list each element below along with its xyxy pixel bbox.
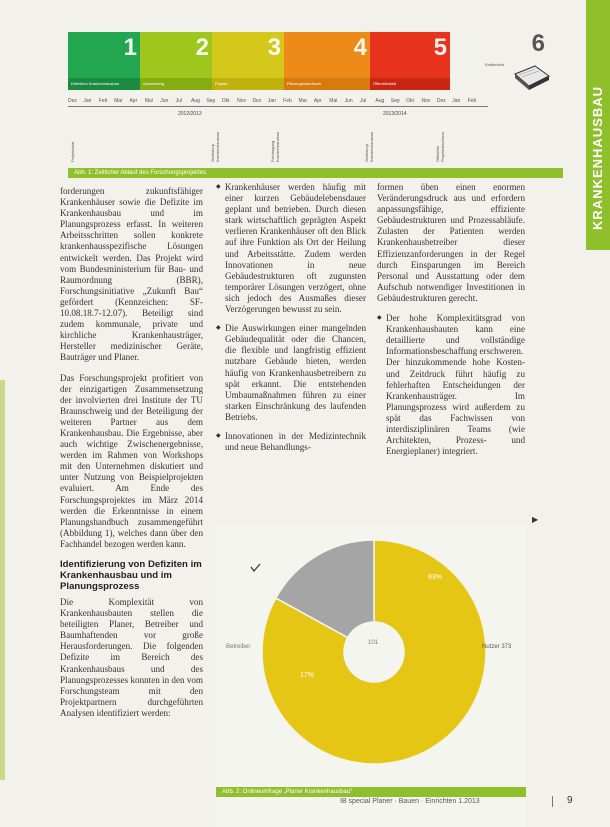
timeline-month: Nov [421, 98, 431, 104]
center-count: 101 [368, 640, 379, 646]
phase-2-label: Auswertung [140, 78, 212, 90]
timeline-month: Apr [313, 98, 322, 104]
phase-5-label: Öffentlichkeit [370, 78, 450, 90]
timeline-month: Jan [83, 98, 92, 104]
phase-6-label: Endbericht [485, 62, 505, 67]
paragraph: Das Forschungsprojekt profitiert von der einzigartigen Zusammensetzung der involvierten drei Institute der TU Braunschweig und der Beteiligung der weiteren Partner aus dem Krankenhausbau. Die Ergebnisse, aber auch wichtige Zwischenergebnisse, werden im Rahmen von Workshops mit den Unternehmen diskutiert und unter Nutzung von Beispielprojekten evaluiert. Am Ende des Forschungsprojektes im März 2014 werden die Erkenntnisse in einem Planungshandbuch zusammengeführt (Abbildung 1), welches dann über den Fachhandel bezogen werden kann. [60, 372, 203, 549]
phase-4 [284, 32, 370, 90]
year-label-2: 2013/2014 [383, 111, 407, 117]
timeline-month: Aug [190, 98, 200, 104]
timeline-month: Okt [406, 98, 414, 104]
phase-4-number: 4 [353, 34, 367, 61]
timeline-month: Mar [298, 98, 308, 104]
timeline-month: Mar [114, 98, 123, 104]
timeline-axis [68, 106, 488, 107]
section-tab [586, 0, 610, 250]
timeline-month: Jan [452, 98, 461, 104]
text-column-3 [377, 182, 525, 466]
paragraph: formen üben einen enormen Veränderungsdruck aus und erfordern anpassungsfähige, effiziente Gebäudestrukturen und Prozessabläufe. Zulasten der Patienten werden Krankenhausbetreiber dieser Effizienzanforderungen in der Regel durch Einsparungen im Bereich Personal und Ausstattung oder dem Aufschub notwendiger Investitionen in Gebäudestrukturen gerecht. [377, 182, 525, 303]
page-footer [340, 796, 580, 810]
donut-chart [216, 527, 526, 787]
phase-6 [483, 30, 553, 90]
timeline-month: Sep [206, 98, 216, 104]
timeline-month: Dez [68, 98, 77, 104]
bullet-item: ◆ Innovationen in der Medizintechnik und neue Behandlungs- [216, 431, 366, 453]
phase-1-label: Definition Krankenhausbau [68, 78, 140, 90]
timeline-month: Jan [267, 98, 276, 104]
percent-label-betreiber: 17% [300, 672, 315, 679]
phase-3 [212, 32, 284, 90]
timeline-figure [68, 18, 563, 168]
timeline-month: Dez [436, 98, 446, 104]
paragraph: Der hinzukommende hohe Kosten- und Zeitdruck führt häufig zu fehlerhaften Entscheidungen der Krankenhausträger. Im Planungsprozess wird außerdem zu spät das Fachwissen von interdisziplinären Teams (wie Architekten, Prozess- und Energieplaner) integriert. [386, 357, 525, 457]
timeline-month: Mai [144, 98, 153, 104]
paragraph: Die Komplexität von Krankenhausbauten stellen die beteiligten Planer, Betreiber und Baumhaftenden vor große Herausforderungen. Die folgenden Defizite im Bereich des Krankenhausbaus und des Planungsprozesses konnten in den vom Forschungsteam mit den Projektpartnern durchgeführten Analysen identifiziert werden: [60, 597, 203, 718]
timeline-month: Jun [344, 98, 353, 104]
bullet-item: ◆ Die Auswirkungen einer mangelnden Gebäudequalität oder die Chancen, die flexible und langfristig effizient nutzbare Gebäude bieten, werden häufig von Krankenhausbetreibern zu spät erkannt. Die entstehenden Umbaumaßnahmen führen zu einer starken Einschränkung des laufenden Betriebs. [216, 323, 366, 423]
page-edge-accent [0, 380, 5, 780]
milestone-2: Workshop Krankenhausbau [210, 131, 220, 162]
bullet-item: ◆ Der hohe Komplexitätsgrad von Krankenhausbauten kann eine detaillierte und vollständige Informationsbeschaffung erschweren. [377, 313, 525, 357]
timeline-month: Feb [283, 98, 292, 104]
milestone-3: Fachtagung Krankenhausbau [270, 131, 280, 162]
milestone-4: Workshop Krankenhausbau [364, 131, 374, 162]
publication-name: IB special Planer · Bauen · Einrichten 1.2013 [340, 798, 480, 805]
phase-1 [68, 32, 140, 90]
timeline-month: Apr [129, 98, 138, 104]
figure-1-caption: Abb. 1: Zeitlicher Ablauf des Forschungsprojektes [68, 168, 563, 178]
survey-chart [216, 527, 526, 827]
timeline-month: Feb [467, 98, 477, 104]
milestone-1: Projektstart [70, 141, 75, 162]
timeline-month: Jul [175, 98, 182, 104]
phase-6-number: 6 [531, 30, 545, 57]
phase-4-label: Planungshandbuch [284, 78, 370, 90]
phase-3-number: 3 [267, 34, 281, 61]
timeline-month: Sep [390, 98, 400, 104]
timeline-month: Mai [329, 98, 338, 104]
timeline-month: Aug [375, 98, 385, 104]
phase-2-number: 2 [195, 34, 209, 61]
footer-divider [552, 796, 553, 807]
page-number: 9 [567, 795, 573, 806]
phase-5 [370, 32, 450, 90]
continue-arrow-icon: ▶ [532, 515, 539, 524]
donut-hole [344, 622, 404, 682]
percent-label-nutzer: 83% [428, 574, 443, 581]
label-betreiber: Betreiber [226, 644, 251, 650]
paragraph: forderungen zukunftsfähiger Krankenhäuser sowie die Defizite im Krankenhausbau und im Planungsprozess erfasst. In weiteren Arbeitsschritten sollen konkrete krankenhausspezifische Lösungen entwickelt werden. Das Projekt wird vom Bundesministerium für Bau- und Raumordnung (BBR), Forschungsinitiative „Zukunft Bau“ gefördert (Kennzeichen: SF-10.08.18.7-12.07). Beteiligt sind zudem kommunale, private und kirchliche Krankenhausträger, Hersteller medizinischer Geräte, Bauträger und Planer. [60, 186, 203, 363]
year-label-1: 2012/2013 [178, 111, 202, 117]
section-heading: Identifizierung von Defiziten im Krankenhausbau und im Planungsprozess [60, 559, 202, 592]
timeline-month: Jul [360, 98, 367, 104]
phase-3-label: Projekt [212, 78, 284, 90]
timeline-month: Jun [160, 98, 169, 104]
label-nutzer: Nutzer 373 [482, 644, 512, 650]
check-icon [251, 564, 260, 571]
milestone-5: Offizieller Projektabschluss [435, 131, 445, 162]
section-tab-label: KRANKENHAUSBAU [590, 86, 605, 230]
phase-2 [140, 32, 212, 90]
bullet-item: ◆ Krankenhäuser werden häufig mit einer kurzen Gebäudelebensdauer geplant und betrieben. Durch diesen stark wirtschaftlich geprägten Aspekt verlieren Krankenhäuser oft den Blick auf ihre Funktion als Ort der Heilung und Arbeitsstätte. Zudem werden Innovationen in neue Gebäudestrukturen oft zugunsten temporärer Lösungen verzögert, ohne sich jedoch des Ausmaßes dieser Verzögerungen bewusst zu sein. [216, 182, 366, 315]
timeline-month: Dez [252, 98, 262, 104]
text-column-1 [60, 186, 203, 728]
timeline-month: Feb [98, 98, 108, 104]
phase-5-number: 5 [433, 34, 447, 61]
timeline-month: Okt [221, 98, 230, 104]
handbook-icon [511, 60, 551, 94]
text-column-2 [216, 182, 366, 461]
phase-1-number: 1 [123, 34, 137, 61]
timeline-month: Nov [237, 98, 246, 104]
figure-2-caption: Abb. 2: Onlineumfrage „Planer Krankenhausbau“ [216, 787, 526, 797]
